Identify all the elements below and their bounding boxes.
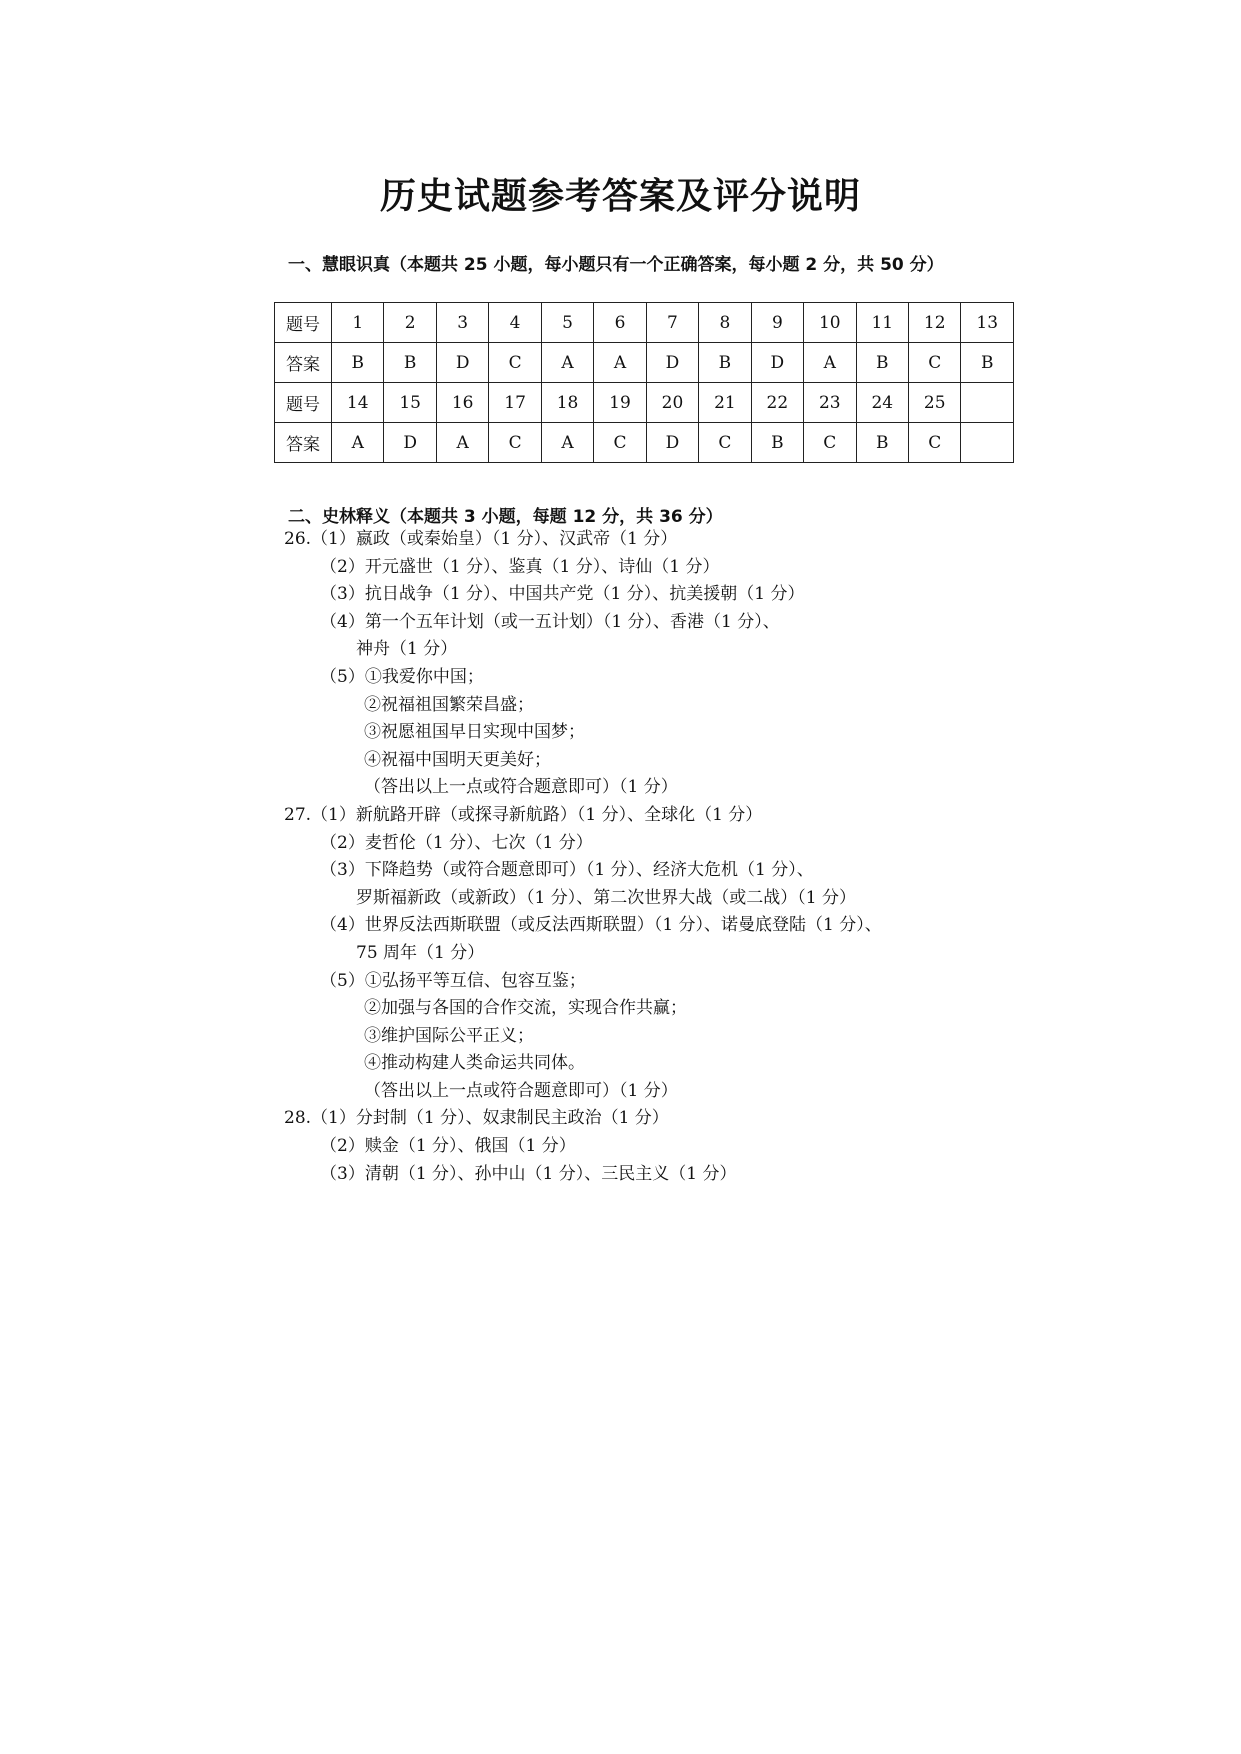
table-cell: 25 [908, 383, 960, 423]
table-cell: 2 [384, 303, 436, 343]
table-cell: A [541, 423, 593, 463]
table-cell: 13 [961, 303, 1014, 343]
table-cell: 24 [856, 383, 908, 423]
answer-line: （4）第一个五年计划（或一五计划）（1 分）、香港（1 分）、 [320, 611, 780, 632]
table-cell: 5 [541, 303, 593, 343]
page-title: 历史试题参考答案及评分说明 [379, 176, 861, 217]
table-cell: A [804, 343, 856, 383]
answer-table [274, 302, 1014, 463]
table-cell: 4 [489, 303, 541, 343]
section2-heading: 二、史林释义（本题共 3 小题，每题 12 分，共 36 分） [288, 507, 723, 527]
answer-line: ②加强与各国的合作交流，实现合作共赢； [364, 998, 687, 1019]
table-cell [961, 423, 1014, 463]
answer-line: ④推动构建人类命运共同体。 [364, 1053, 585, 1074]
section1-heading: 一、慧眼识真（本题共 25 小题，每小题只有一个正确答案，每小题 2 分，共 50 分） [288, 255, 944, 275]
table-row [275, 423, 1014, 463]
answer-line: 神舟（1 分） [356, 639, 458, 660]
row-label: 题号 [275, 303, 332, 343]
table-cell: 11 [856, 303, 908, 343]
table-cell: D [646, 423, 698, 463]
answer-line: （5）①弘扬平等互信、包容互鉴； [320, 970, 586, 991]
answer-line: ③祝愿祖国早日实现中国梦； [364, 722, 585, 743]
table-cell: 22 [751, 383, 803, 423]
table-cell: 7 [646, 303, 698, 343]
table-row [275, 343, 1014, 383]
answer-line: 75 周年（1 分） [356, 942, 485, 963]
table-cell: 21 [699, 383, 751, 423]
table-cell: D [751, 343, 803, 383]
table-cell: B [961, 343, 1014, 383]
table-cell: B [699, 343, 751, 383]
answer-line: （答出以上一点或符合题意即可）（1 分） [364, 1080, 678, 1101]
answer-line: 26.（1）嬴政（或秦始皇）（1 分）、汉武帝（1 分） [284, 529, 678, 549]
table-cell: 14 [332, 383, 384, 423]
table-cell: D [384, 423, 436, 463]
table-cell: C [594, 423, 646, 463]
table-cell: A [436, 423, 488, 463]
table-cell: 6 [594, 303, 646, 343]
table-cell: B [856, 423, 908, 463]
answer-line: （答出以上一点或符合题意即可）（1 分） [364, 777, 678, 798]
answer-line: ②祝福祖国繁荣昌盛； [364, 694, 534, 715]
answer-line: （5）①我爱你中国； [320, 666, 484, 687]
table-cell: D [436, 343, 488, 383]
table-cell: 16 [436, 383, 488, 423]
table-cell: C [908, 423, 960, 463]
table-cell: B [384, 343, 436, 383]
table-cell: 9 [751, 303, 803, 343]
answer-line: （3）清朝（1 分）、孙中山（1 分）、三民主义（1 分） [320, 1163, 737, 1184]
answer-line: 27.（1）新航路开辟（或探寻新航路）（1 分）、全球化（1 分） [284, 804, 763, 825]
table-cell: 23 [804, 383, 856, 423]
answer-line: ④祝福中国明天更美好； [364, 749, 551, 770]
table-cell: C [489, 343, 541, 383]
table-cell: B [332, 343, 384, 383]
table-row [275, 383, 1014, 423]
answer-line: （2）麦哲伦（1 分）、七次（1 分） [320, 832, 593, 853]
answer-line: （3）下降趋势（或符合题意即可）（1 分）、经济大危机（1 分）、 [320, 860, 814, 881]
table-cell: C [489, 423, 541, 463]
table-cell: C [699, 423, 751, 463]
table-cell: 12 [908, 303, 960, 343]
answer-line: （2）开元盛世（1 分）、鉴真（1 分）、诗仙（1 分） [320, 556, 720, 577]
table-cell: C [908, 343, 960, 383]
table-cell [961, 383, 1014, 423]
answer-lines [284, 526, 984, 1188]
table-cell: 18 [541, 383, 593, 423]
row-label: 答案 [275, 423, 332, 463]
row-label: 题号 [275, 383, 332, 423]
table-cell: B [751, 423, 803, 463]
table-cell: A [332, 423, 384, 463]
table-cell: B [856, 343, 908, 383]
table-cell: 20 [646, 383, 698, 423]
answer-line: （3）抗日战争（1 分）、中国共产党（1 分）、抗美援朝（1 分） [320, 584, 805, 605]
table-cell: 8 [699, 303, 751, 343]
table-row [275, 303, 1014, 343]
table-cell: A [541, 343, 593, 383]
table-cell: 17 [489, 383, 541, 423]
table-cell: 15 [384, 383, 436, 423]
row-label: 答案 [275, 343, 332, 383]
table-cell: 10 [804, 303, 856, 343]
table-cell: D [646, 343, 698, 383]
answer-line: 28.（1）分封制（1 分）、奴隶制民主政治（1 分） [284, 1108, 669, 1129]
table-cell: 1 [332, 303, 384, 343]
table-cell: C [804, 423, 856, 463]
answer-line: （2）赎金（1 分）、俄国（1 分） [320, 1136, 576, 1157]
table-cell: 19 [594, 383, 646, 423]
table-cell: A [594, 343, 646, 383]
table-cell: 3 [436, 303, 488, 343]
answer-line: （4）世界反法西斯联盟（或反法西斯联盟）（1 分）、诺曼底登陆（1 分）、 [320, 915, 882, 936]
answer-line: 罗斯福新政（或新政）（1 分）、第二次世界大战（或二战）（1 分） [356, 887, 856, 908]
answer-line: ③维护国际公平正义； [364, 1025, 534, 1046]
